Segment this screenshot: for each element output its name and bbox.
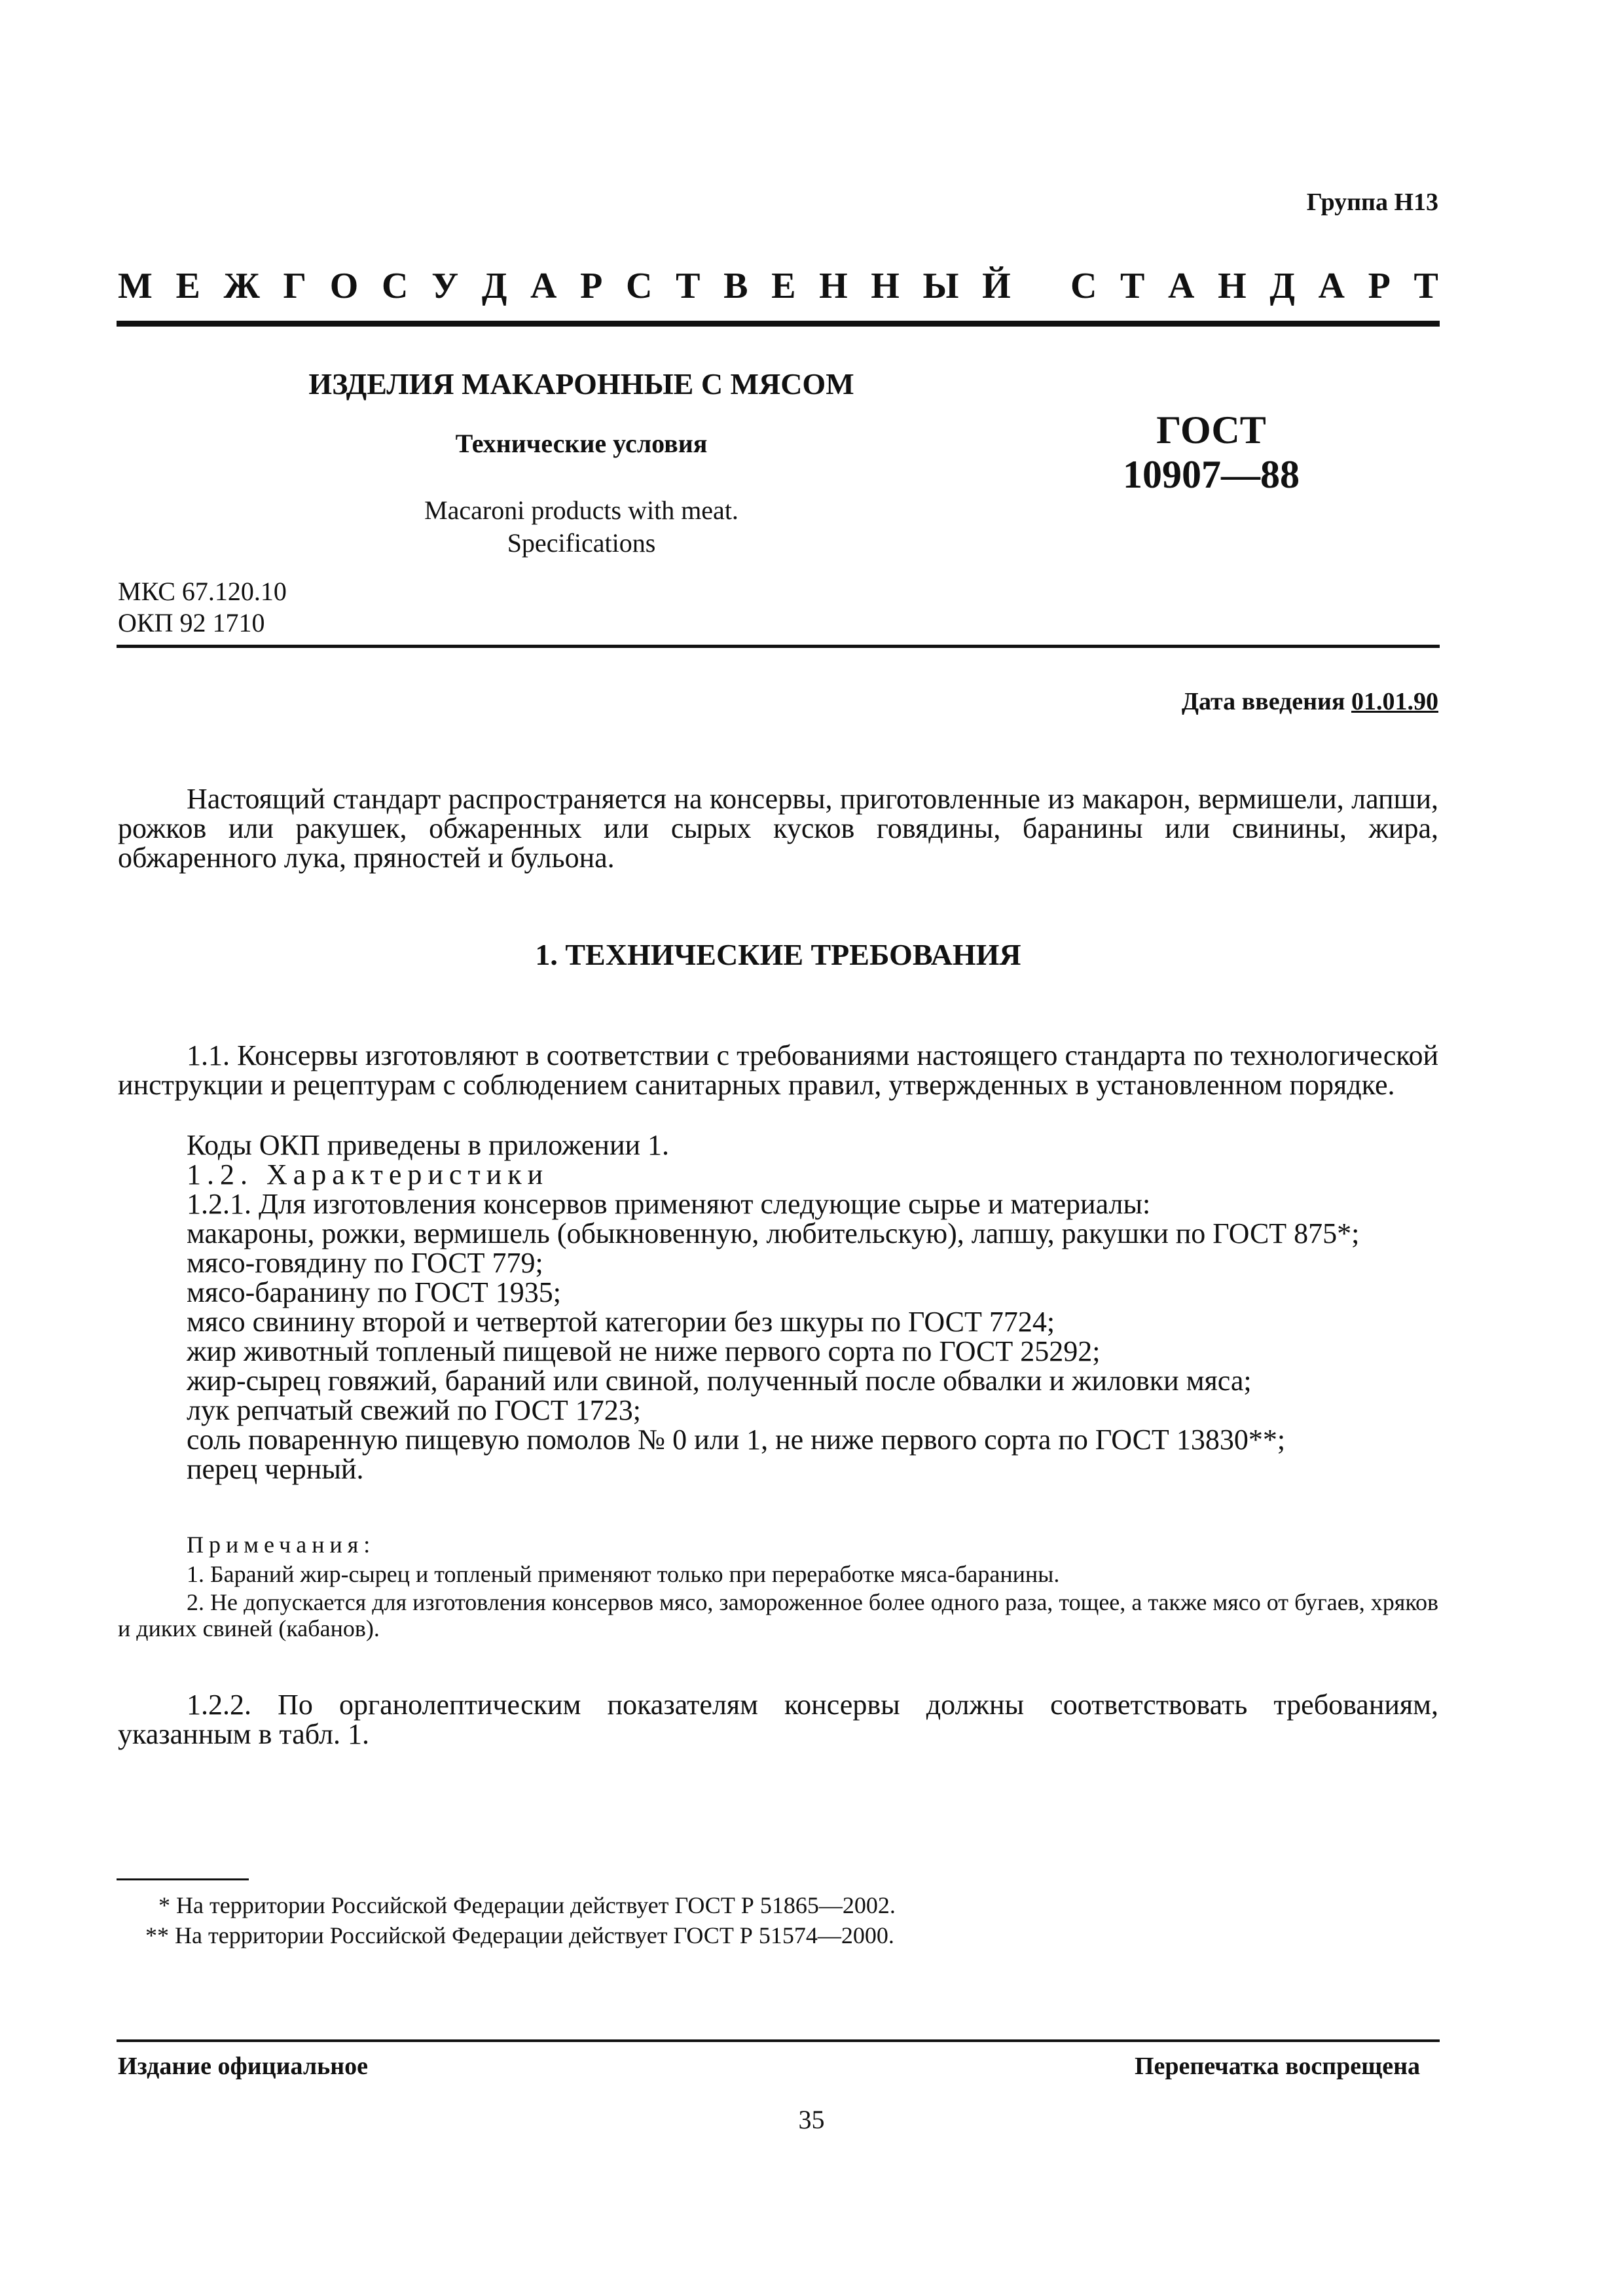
intro-paragraph: Настоящий стандарт распространяется на консервы, приготовленные из макарон, вермишели, лапши, рожков или ракушек, обжаренных или сырых кусков говядины, баранины или свинины, жира, обжаренного лука, пряностей и бульона. (118, 783, 1438, 874)
standard-type-heading (118, 265, 1438, 307)
footer-rule (117, 2039, 1440, 2042)
heading-letter: А (1168, 266, 1195, 306)
heading-letter: У (431, 266, 459, 306)
note-1: 1. Бараний жир-сырец и топленый применяют только при переработке мяса-баранины. (187, 1561, 1060, 1587)
heading-letter: Н (871, 266, 900, 306)
heading-letter: Н (819, 266, 848, 306)
gost-number: 10907—88 (1123, 453, 1300, 496)
heading-letter: О (329, 266, 359, 306)
heading-letter: Н (1218, 266, 1247, 306)
heading-letter: М (118, 266, 153, 306)
heading-letter: Е (175, 266, 200, 306)
material-item: мясо-баранину по ГОСТ 1935; (187, 1276, 561, 1308)
heading-letter: Т (676, 266, 701, 306)
header-rule-bottom (117, 645, 1440, 648)
classification-codes (118, 576, 287, 639)
gost-label: ГОСТ (1156, 408, 1266, 452)
note-2: 2. Не допускается для изготовления консервов мясо, замороженное более одного раза, тощее, а также мясо от бугаев, хряков и диких свиней (кабанов). (118, 1589, 1438, 1641)
heading-letter: Е (771, 266, 796, 306)
material-item: мясо-говядину по ГОСТ 779; (187, 1247, 543, 1279)
heading-letter: А (1318, 266, 1345, 306)
heading-letter: Р (1368, 266, 1391, 306)
date-label: Дата введения (1181, 688, 1345, 715)
document-title: ИЗДЕЛИЯ МАКАРОННЫЕ С МЯСОМ (308, 367, 854, 401)
group-label: Группа Н13 (1306, 188, 1438, 216)
clause-1-2-2: 1.2.2. По органолептическим показателям консервы должны соответствовать требованиям, указанным в табл. 1. (118, 1689, 1438, 1750)
english-title (300, 494, 863, 560)
english-title-line-1: Macaroni products with meat. (424, 495, 739, 525)
effective-date (1182, 687, 1438, 716)
material-item: мясо свинину второй и четвертой категории без шкуры по ГОСТ 7724; (187, 1306, 1055, 1338)
heading-letter: Р (580, 266, 603, 306)
footnote-2: ** На территории Российской Федерации действует ГОСТ Р 51574—2000. (145, 1922, 894, 1948)
heading-letter: Д (1269, 266, 1295, 306)
heading-letter: Т (1120, 266, 1145, 306)
reprint-notice: Перепечатка воспрещена (1134, 2053, 1420, 2080)
section-heading-1: 1. ТЕХНИЧЕСКИЕ ТРЕБОВАНИЯ (535, 938, 1021, 971)
heading-letter: Ы (922, 266, 959, 306)
heading-letter: Ж (223, 266, 260, 306)
material-item: жир-сырец говяжий, бараний или свиной, полученный после обвалки и жиловки мяса; (187, 1365, 1252, 1397)
clause-1-2: 1.2. Характеристики (187, 1158, 549, 1191)
document-subtitle: Технические условия (455, 429, 708, 458)
english-title-line-2: Specifications (507, 528, 656, 558)
okp-codes-note: Коды ОКП приведены в приложении 1. (187, 1129, 670, 1161)
page-number: 35 (798, 2105, 825, 2134)
heading-letter: С (1070, 266, 1097, 306)
clause-1-2-1: 1.2.1. Для изготовления консервов применяют следующие сырье и материалы: (187, 1188, 1151, 1220)
heading-letter: Г (283, 266, 307, 306)
heading-letter: Й (982, 266, 1011, 306)
material-item: лук репчатый свежий по ГОСТ 1723; (187, 1394, 641, 1426)
heading-letter: В (723, 266, 748, 306)
okp-code: ОКП 92 1710 (118, 608, 265, 637)
heading-letter: А (530, 266, 557, 306)
gost-designation (1093, 408, 1329, 497)
material-item: макароны, рожки, вермишель (обыкновенную, любительскую), лапшу, ракушки по ГОСТ 875*; (187, 1217, 1360, 1249)
material-item: жир животный топленый пищевой не ниже первого сорта по ГОСТ 25292; (187, 1335, 1101, 1367)
header-rule-top (117, 321, 1440, 327)
mks-code: МКС 67.120.10 (118, 577, 287, 606)
notes-heading: Примечания: (187, 1532, 376, 1558)
footnote-rule (117, 1878, 249, 1880)
heading-letter: С (382, 266, 409, 306)
date-value: 01.01.90 (1351, 688, 1438, 715)
material-item: соль поваренную пищевую помолов № 0 или 1, не ниже первого сорта по ГОСТ 13830**; (187, 1424, 1286, 1456)
clause-1-1: 1.1. Консервы изготовляют в соответствии с требованиями настоящего стандарта по технологической инструкции и рецептурам с соблюдением санитарных правил, утвержденных в установленном порядке. (118, 1039, 1438, 1101)
edition-label: Издание официальное (118, 2053, 369, 2080)
heading-letter: С (625, 266, 653, 306)
heading-gap (1034, 265, 1047, 307)
heading-letter: Т (1413, 266, 1438, 306)
material-item: перец черный. (187, 1453, 364, 1485)
footnote-1: * На территории Российской Федерации действует ГОСТ Р 51865—2002. (158, 1892, 896, 1918)
heading-letter: Д (481, 266, 507, 306)
